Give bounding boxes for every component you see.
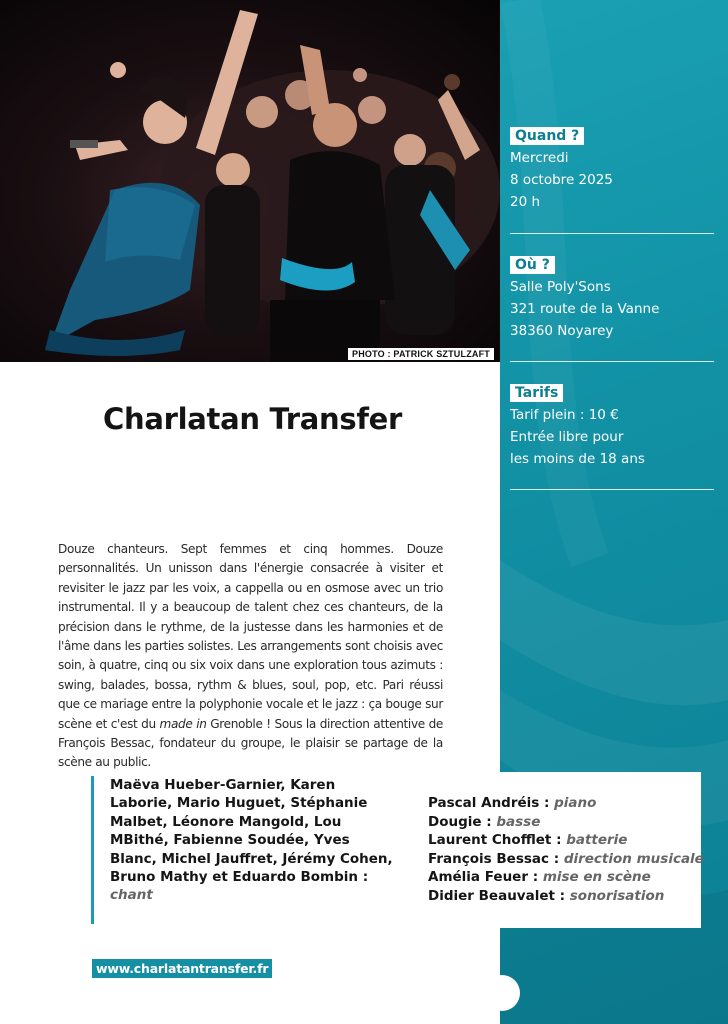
where-block <box>510 256 714 342</box>
when-time: 20 h <box>510 194 541 210</box>
price-free-line-1: Entrée libre pour <box>510 429 624 445</box>
website-link[interactable]: www.charlatantransfer.fr <box>92 959 272 978</box>
when-date: 8 octobre 2025 <box>510 172 613 188</box>
musician-row <box>428 850 708 869</box>
prices-block <box>510 384 714 470</box>
singers-list <box>110 776 400 905</box>
musician-name: Laurent Chofflet <box>428 832 552 848</box>
separator: : <box>481 813 497 830</box>
photo-credit: PHOTO : PATRICK SZTULZAFT <box>348 348 494 360</box>
performers-illustration <box>0 0 500 362</box>
description-italic: made in <box>159 716 207 731</box>
musician-name: Amélia Feuer <box>428 869 528 885</box>
separator: : <box>539 795 555 811</box>
musician-role: piano <box>554 795 597 811</box>
price-full: Tarif plein : 10 € <box>510 407 619 423</box>
when-label: Quand ? <box>510 127 584 145</box>
musician-row <box>428 887 708 906</box>
divider <box>510 361 714 362</box>
musician-row <box>428 794 708 813</box>
divider <box>510 489 714 490</box>
where-label: Où ? <box>510 256 555 274</box>
musician-row <box>428 868 708 887</box>
musician-role: batterie <box>566 832 628 848</box>
venue-name: Salle Poly'Sons <box>510 279 611 295</box>
singers-names: Maëva Hueber-Garnier, Karen Laborie, Mario Huguet, Stéphanie Malbet, Léonore Mangold, Lou MBithé, Fabienne Soudée, Yves Blanc, Michel Jauffret, Jérémy Cohen, Bruno Mathy et Eduardo Bombin : <box>110 777 393 886</box>
price-free-line-2: les moins de 18 ans <box>510 451 645 467</box>
musician-name: Didier Beauvalet <box>428 887 555 904</box>
musician-role: direction musicale <box>563 850 704 867</box>
decorative-dot <box>484 975 520 1011</box>
venue-city: 38360 Noyarey <box>510 323 614 339</box>
separator: : <box>554 887 570 904</box>
musician-role: basse <box>496 813 541 830</box>
prices-label: Tarifs <box>510 384 563 402</box>
musician-name: Pascal Andréis <box>428 795 540 811</box>
musicians-list <box>428 794 708 905</box>
event-description <box>58 540 443 773</box>
musician-role: sonorisation <box>569 887 665 904</box>
separator: : <box>551 832 567 848</box>
musician-row <box>428 831 708 850</box>
event-title: Charlatan Transfer <box>103 402 403 436</box>
musician-row <box>428 813 708 832</box>
description-text-end: Grenoble ! Sous la direction attentive de François Bessac, fondateur du groupe, le plaisir se partage de la scène au public. <box>58 716 443 770</box>
description-text: Douze chanteurs. Sept femmes et cinq hommes. Douze personnalités. Un unisson dans l'énergie consacrée à visiter et revisiter le jazz par les voix, a cappella ou en osmose avec un trio instrumental. Il y a beaucoup de talent chez ces chanteurs, de la précision dans le rythme, de la justesse dans les harmonies et de l'âme dans les parties solistes. Les arrangements sont choisis avec soin, à quatre, cinq ou six voix dans une exploration tous azimuts : swing, balades, bossa, rythm & blues, soul, pop, etc. Pari réussi que ce mariage entre la polyphonie vocale et le jazz : ça bouge sur scène et c'est du <box>58 542 443 731</box>
prices-details <box>510 404 714 470</box>
singers-role: chant <box>110 887 153 904</box>
separator: : <box>528 869 543 885</box>
when-block <box>510 127 714 213</box>
musician-name: François Bessac <box>428 850 550 867</box>
musician-role: mise en scène <box>542 869 651 885</box>
band-photo <box>0 0 500 362</box>
venue-street: 321 route de la Vanne <box>510 301 660 317</box>
separator: : <box>549 850 564 867</box>
musician-name: Dougie <box>428 813 482 830</box>
where-details <box>510 276 714 342</box>
when-details <box>510 147 714 213</box>
divider <box>510 233 714 234</box>
when-day: Mercredi <box>510 150 569 166</box>
credits-accent-bar <box>91 776 94 924</box>
